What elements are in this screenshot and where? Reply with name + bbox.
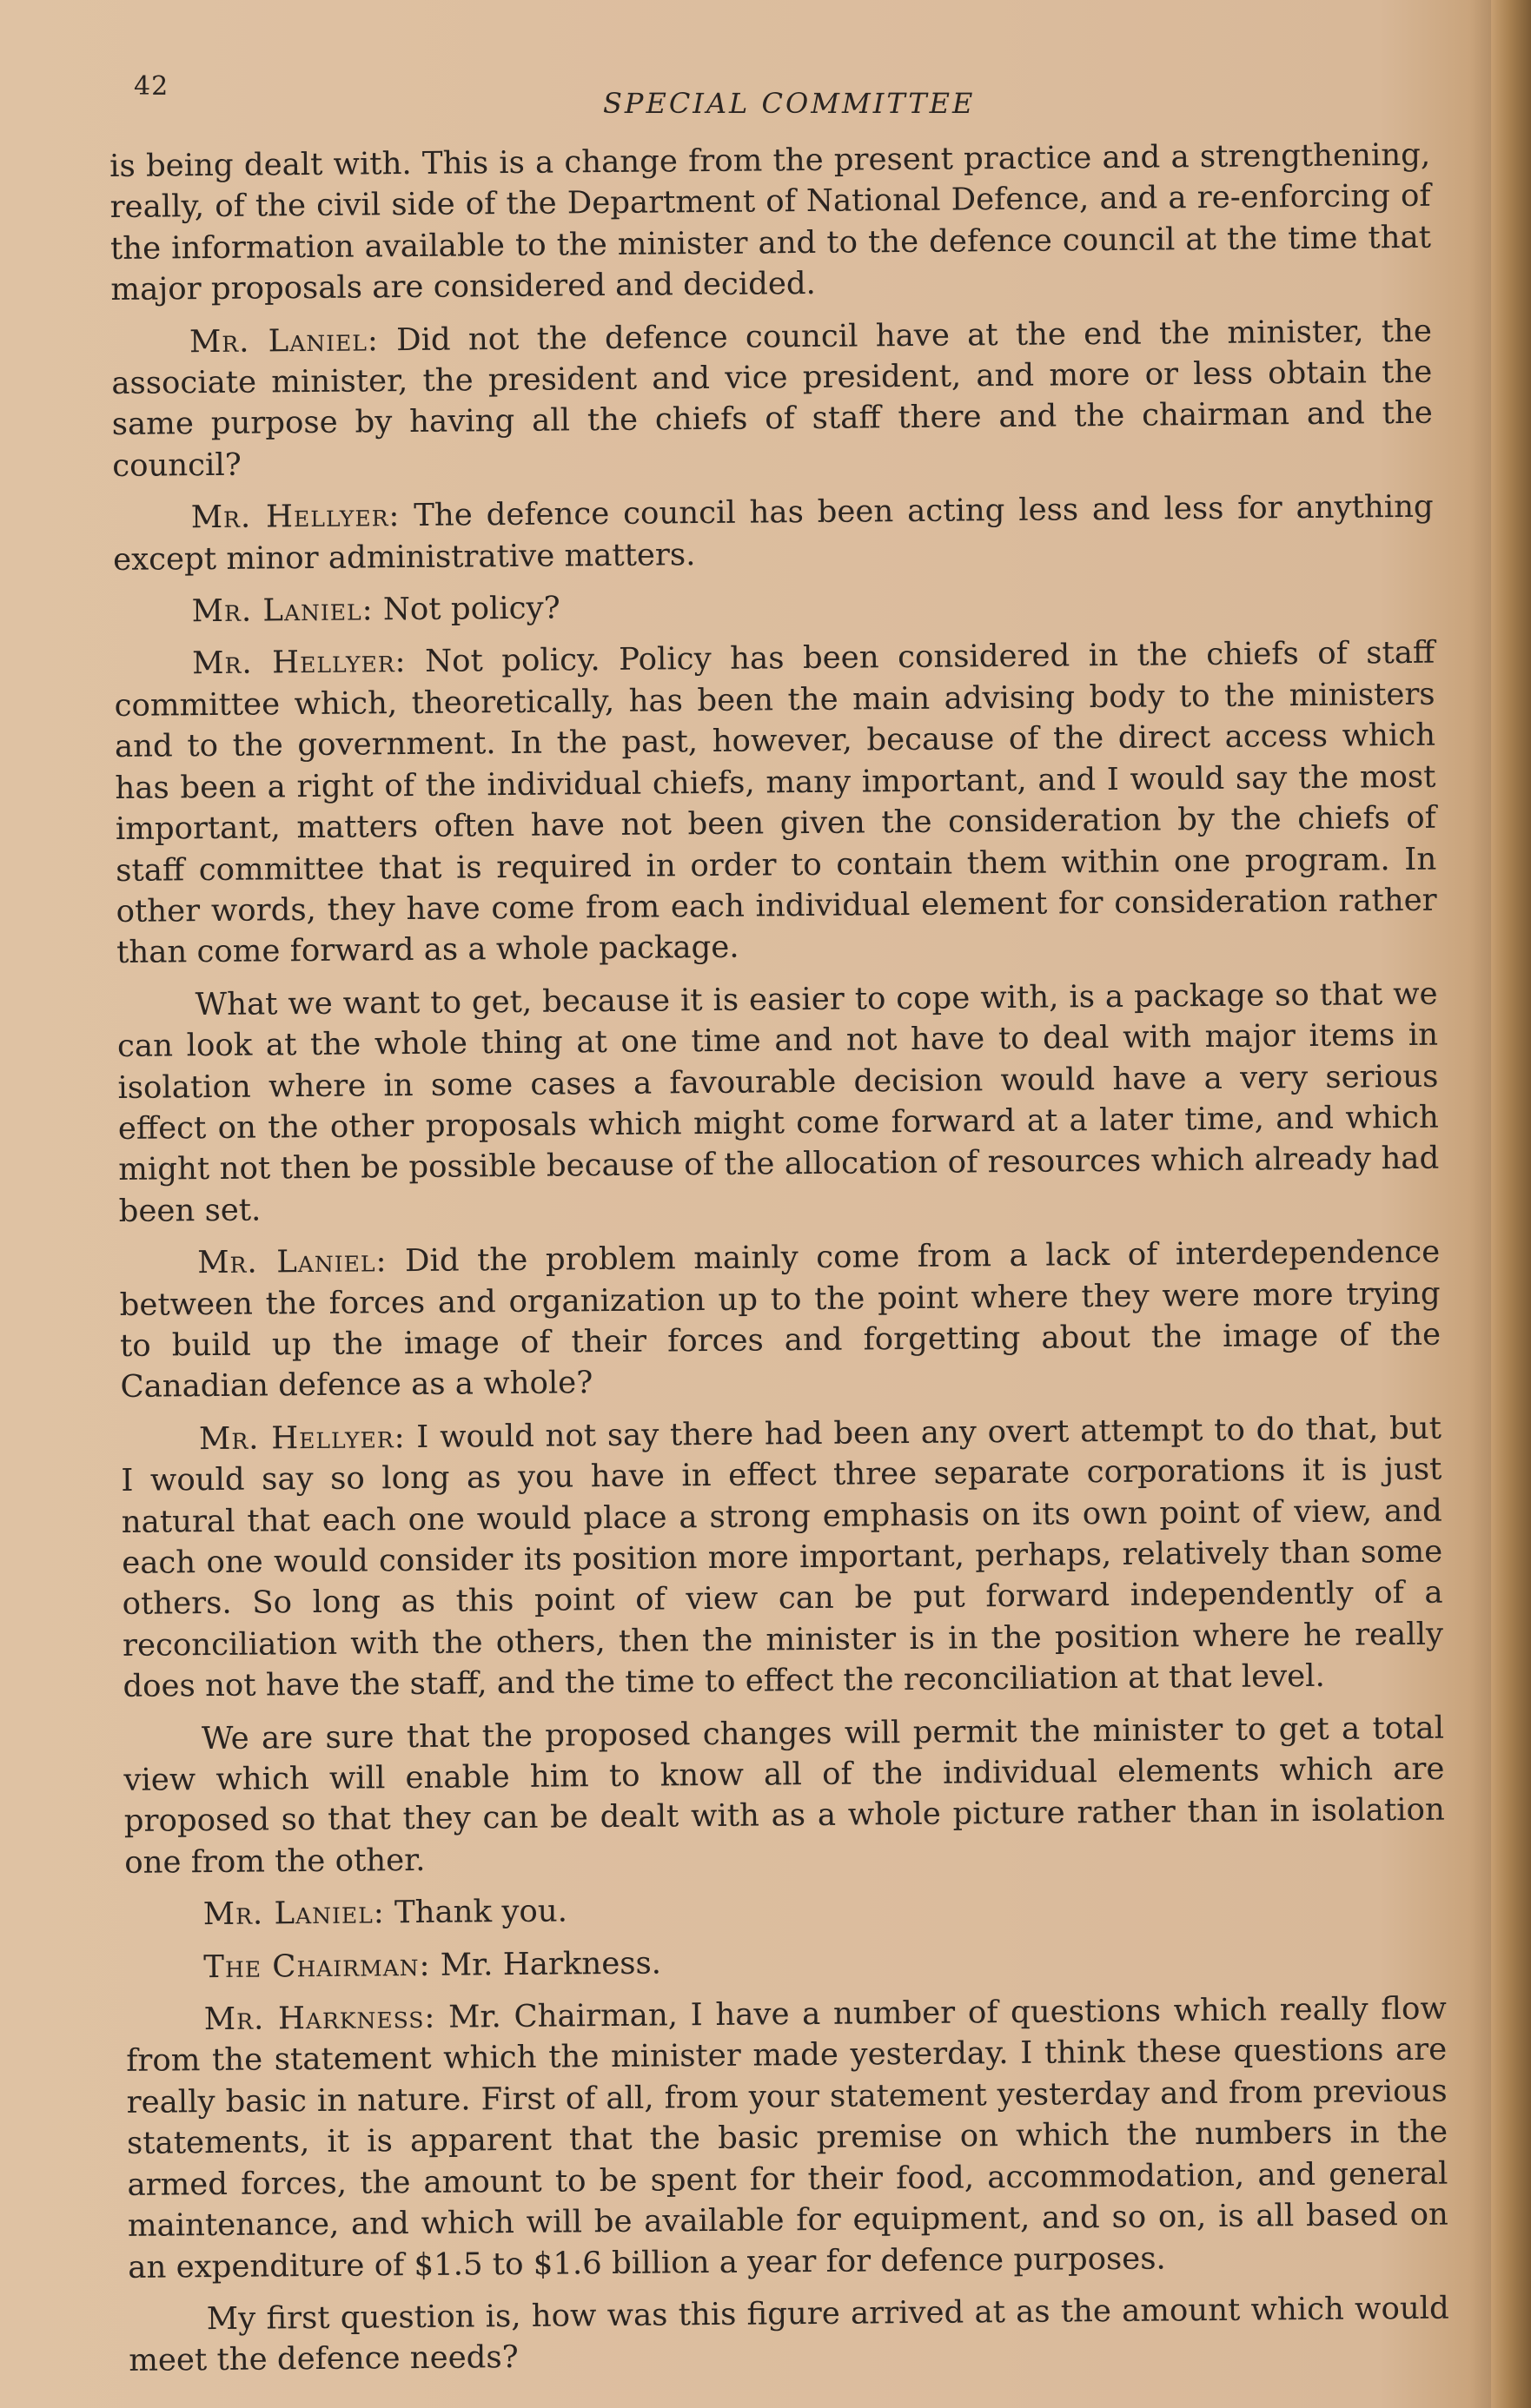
page-number: 42 [134, 71, 169, 102]
paragraph-text: My first question is, how was this figure arrived at as the amount which would meet the defence needs? [129, 2290, 1449, 2379]
paragraph-4 [113, 580, 1434, 633]
paragraph-13 [129, 2288, 1450, 2382]
speaker-name: Mr. Laniel: [189, 321, 380, 360]
speaker-name: Mr. Laniel: [197, 1243, 388, 1281]
paragraph-text: We are sure that the proposed changes will permit the minister to get a total view which will enable him to know all of the individual elements which are proposed so that they can be dealt with as a whole picture rather than in isolation one from the other. [123, 1710, 1445, 1881]
paragraph-9 [123, 1707, 1446, 1883]
paragraph-text: Mr. Harkness. [430, 1945, 662, 1983]
paragraph-12 [126, 1988, 1449, 2288]
paragraph-3 [113, 486, 1435, 580]
body-text [109, 135, 1450, 2393]
paragraph-text: Not policy. Policy has been considered in the chiefs of staff committee which, theoretically, has been the main advising body to the ministers and to the government. In the past, however, because of the direct access which has been a right of the individual chiefs, many important, and I would say the most important, matters often have not been given the consideration by the chiefs of staff committee that is required in order to contain them within one program. In other words, they have come from each individual element for consideration rather than come forward as a whole package. [114, 635, 1437, 971]
speaker-name: Mr. Hellyer: [190, 498, 401, 536]
paragraph-6 [116, 973, 1439, 1232]
paragraph-1 [109, 135, 1432, 311]
paragraph-8 [121, 1407, 1444, 1707]
paragraph-text: Not policy? [373, 590, 560, 628]
page-header [134, 71, 1420, 123]
speaker-name: Mr. Laniel: [202, 1895, 385, 1933]
paragraph-text: is being dealt with. This is a change from the present practice and a strengthening, really, of the civil side of the Department of National Defence, and a re-enforcing of the information available to the minister and to the defence council at the time that major proposals are considered and decided. [109, 136, 1432, 308]
paragraph-11 [125, 1935, 1446, 1988]
speaker-name: The Chairman: [203, 1947, 431, 1985]
speaker-name: Mr. Hellyer: [192, 644, 407, 682]
paragraph-10 [125, 1883, 1446, 1936]
paragraph-text: I would not say there had been any overt attempt to do that, but I would say so long as you have in effect three separate corporations it is just natural that each one would place a strong emphasis on its own point of view, and each one would consider its position more important, perhaps, relatively than some others. So long as this point of view can be put forward independently of a reconciliation with the others, then the minister is in the position where he really does not have the staff, and the time to effect the reconciliation at that level. [121, 1410, 1444, 1705]
running-head: SPECIAL COMMITTEE [603, 87, 976, 120]
paragraph-text: Did the problem mainly come from a lack of interdependence between the forces and organization up to the point where they were more trying to build up the image of their forces and forgetting about the image of the Canadian defence as a whole? [119, 1234, 1442, 1406]
paragraph-text: Did not the defence council have at the end the minister, the associate minister, the president and vice president, and more or less obtain the same purpose by having all the chiefs of staff there and the chairman and the council? [111, 313, 1433, 484]
speaker-name: Mr. Laniel: [191, 592, 374, 630]
book-spine-shadow [1491, 0, 1531, 2408]
speaker-name: Mr. Hellyer: [198, 1419, 406, 1457]
speaker-name: Mr. Harkness: [203, 1999, 436, 2038]
paragraph-text: Thank you. [384, 1893, 568, 1931]
paragraph-5 [114, 632, 1437, 973]
paragraph-text: Mr. Chairman, I have a number of questions which really flow from the statement which the minister made yesterday. I think these questions are really basic in nature. First of all, from your statement yesterday and from previous statements, it is apparent that the basic premise on which the numbers in the armed forces, the amount to be spent for their food, accommodation, and general maintenance, and which will be available for equipment, and so on, is all based on an expenditure of $1.5 to $1.6 billion a year for defence purposes. [126, 1990, 1449, 2286]
paragraph-text: What we want to get, because it is easier to cope with, is a package so that we can look at the whole thing at one time and not have to deal with major items in isolation where in some cases a favourable decision would have a very serious effect on the other proposals which might come forward at a later time, and which might not then be possible because of the allocation of resources which already had been set. [116, 976, 1440, 1229]
paragraph-text: The defence council has been acting less and less for anything except minor administrative matters. [112, 488, 1434, 578]
paragraph-2 [111, 310, 1434, 486]
paragraph-7 [119, 1232, 1442, 1408]
